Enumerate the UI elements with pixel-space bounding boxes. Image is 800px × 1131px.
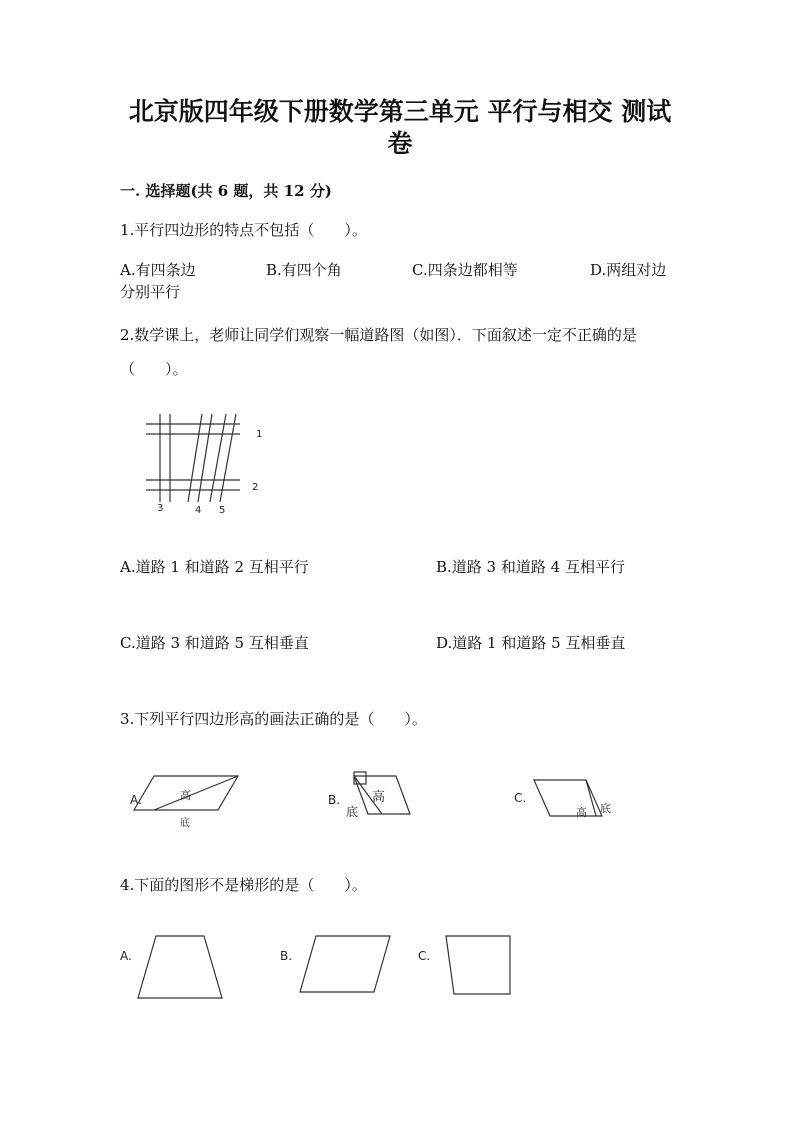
q2-option-a[interactable]: A.道路 1 和道路 2 互相平行 xyxy=(120,558,309,576)
q1-option-a[interactable]: A.有四条边 xyxy=(120,261,196,279)
q4-figure-c-letter[interactable]: C. xyxy=(418,949,431,963)
title-line-2: 卷 xyxy=(387,129,413,158)
q1-option-d[interactable]: D.两组对边 xyxy=(590,261,667,279)
q3-figure-b-height-label: 高 xyxy=(372,790,386,805)
q3-figure-c-parallelogram xyxy=(534,780,602,816)
q1-option-c[interactable]: C.四条边都相等 xyxy=(412,261,518,279)
q1-option-b[interactable]: B.有四个角 xyxy=(266,261,342,279)
q2-option-c[interactable]: C.道路 3 和道路 5 互相垂直 xyxy=(120,634,309,652)
q1-stem: 1.平行四边形的特点不包括（ ）。 xyxy=(120,221,367,239)
q3-figure-c-letter[interactable]: C. xyxy=(514,791,527,805)
q3-figure-c-base-label: 底 xyxy=(600,802,611,815)
road-5-left-edge xyxy=(210,414,226,502)
road-label-3: 3 xyxy=(157,503,164,514)
road-label-1: 1 xyxy=(256,429,263,440)
road-map-figure xyxy=(140,410,280,520)
page-title xyxy=(120,96,680,160)
q2-stem: 2.数学课上，老师让同学们观察一幅道路图（如图）．下面叙述一定不正确的是（ ）。 xyxy=(120,326,637,378)
q3-figure-a-letter[interactable]: A. xyxy=(130,793,142,807)
q3-figure-a-height-label: 高 xyxy=(180,789,191,802)
q3-figure-a-base-label: 底 xyxy=(180,818,190,829)
q3-stem: 3.下列平行四边形高的画法正确的是（ ）。 xyxy=(120,710,427,728)
road-label-2: 2 xyxy=(252,482,259,493)
q3-figure-a-height-line xyxy=(154,776,238,810)
q2-option-b[interactable]: B.道路 3 和道路 4 互相平行 xyxy=(436,558,625,576)
q4-figure-b-parallelogram xyxy=(300,936,390,992)
road-label-4: 4 xyxy=(195,505,202,516)
q4-figure-c-trapezoid xyxy=(446,936,510,994)
title-line-1: 北京版四年级下册数学第三单元 平行与相交 测试 xyxy=(128,97,672,126)
road-label-5: 5 xyxy=(219,505,226,516)
q3-figure-b-base-label: 底 xyxy=(346,805,359,819)
q3-figure-c-height-label: 高 xyxy=(576,806,587,819)
q2-option-d[interactable]: D.道路 1 和道路 5 互相垂直 xyxy=(436,634,626,652)
q1-option-d-continued: 分别平行 xyxy=(120,283,181,301)
road-5-right-edge xyxy=(220,414,236,502)
q4-figures xyxy=(120,932,540,1002)
q4-figure-a-trapezoid xyxy=(138,936,222,998)
q3-figure-b-letter[interactable]: B. xyxy=(328,793,341,807)
section-heading: 一. 选择题(共 6 题，共 12 分) xyxy=(120,182,332,200)
q4-figure-b-letter[interactable]: B. xyxy=(280,949,293,963)
q3-figures xyxy=(120,768,640,838)
q4-figure-a-letter[interactable]: A. xyxy=(120,949,132,963)
q4-stem: 4.下面的图形不是梯形的是（ ）。 xyxy=(120,876,367,894)
